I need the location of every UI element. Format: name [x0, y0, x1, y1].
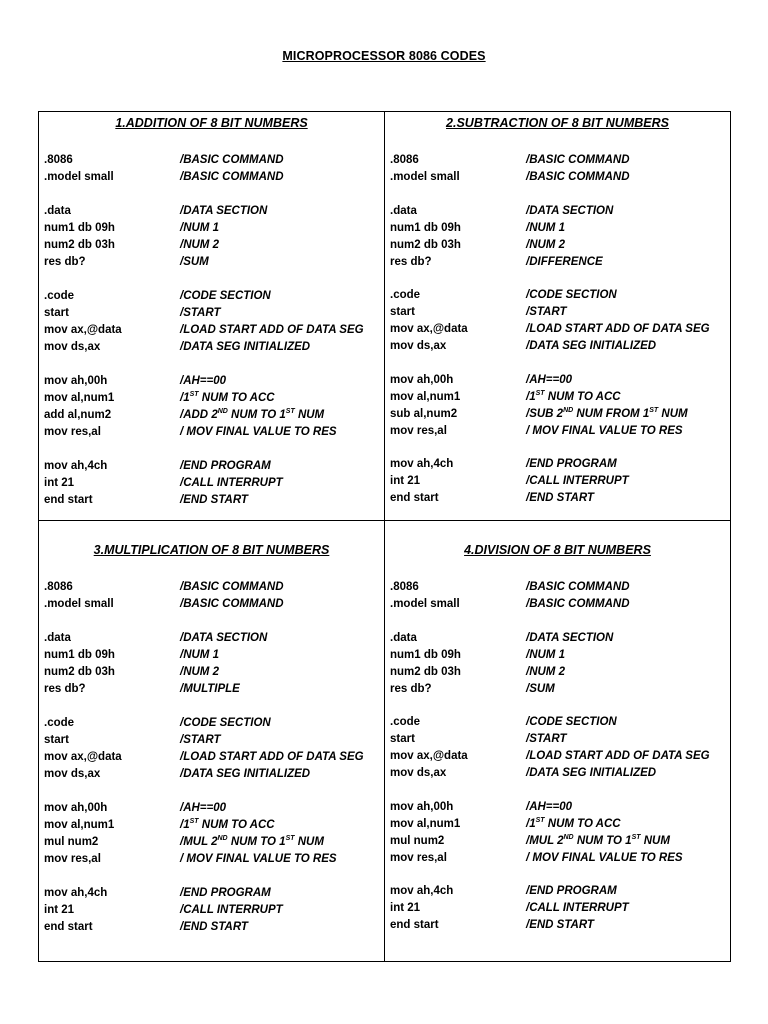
- code-line: [385, 748, 730, 765]
- code-line: [39, 681, 384, 698]
- instruction-text: mov res,al: [390, 852, 447, 864]
- comment-text: /CODE SECTION: [180, 290, 271, 302]
- instruction-text: res db?: [390, 256, 432, 268]
- instruction-text: int 21: [44, 477, 75, 489]
- instruction-text: start: [390, 733, 415, 745]
- instruction-text: .data: [44, 205, 71, 217]
- code-line: [385, 799, 730, 816]
- comment-text: / MOV FINAL VALUE TO RES: [180, 426, 337, 438]
- document-title: MICROPROCESSOR 8086 CODES: [282, 49, 486, 63]
- comment-text: / MOV FINAL VALUE TO RES: [526, 425, 683, 437]
- code-line: [39, 152, 384, 169]
- code-line: [385, 287, 730, 304]
- code-line: [385, 372, 730, 389]
- instruction-text: .code: [390, 289, 421, 301]
- instruction-text: .8086: [44, 581, 73, 593]
- instruction-text: mov ah,00h: [390, 801, 454, 813]
- code-line: [385, 473, 730, 490]
- code-line: [39, 373, 384, 390]
- instruction-text: mov res,al: [44, 426, 101, 438]
- instruction-text: end start: [390, 492, 439, 504]
- code-line: [39, 203, 384, 220]
- comment-text: /END START: [180, 494, 248, 506]
- instruction-text: mov res,al: [390, 425, 447, 437]
- instruction-text: res db?: [44, 683, 86, 695]
- panel-title: 4.DIVISION OF 8 BIT NUMBERS: [464, 543, 651, 557]
- comment-text: /LOAD START ADD OF DATA SEG: [526, 323, 710, 335]
- instruction-text: mov ds,ax: [44, 341, 101, 353]
- comment-text: /DATA SEG INITIALIZED: [180, 341, 311, 353]
- code-line: [39, 424, 384, 441]
- instruction-text: mov ah,00h: [390, 374, 454, 386]
- comment-text: /CODE SECTION: [526, 716, 617, 728]
- code-line: [39, 288, 384, 305]
- comment-text: /NUM 2: [526, 239, 565, 251]
- comment-text: /START: [180, 734, 221, 746]
- comment-text: /NUM 1: [526, 649, 565, 661]
- instruction-text: mov res,al: [44, 853, 101, 865]
- comment-text: /BASIC COMMAND: [526, 581, 630, 593]
- comment-text: /AH==00: [526, 374, 573, 386]
- comment-text: /BASIC COMMAND: [526, 171, 630, 183]
- code-line: [39, 919, 384, 936]
- code-line: [385, 456, 730, 473]
- code-line: [39, 749, 384, 766]
- instruction-text: mov ah,4ch: [390, 885, 454, 897]
- code-line: [39, 305, 384, 322]
- comment-text: /NUM 2: [526, 666, 565, 678]
- instruction-text: mov ah,4ch: [44, 887, 108, 899]
- code-line: [39, 579, 384, 596]
- code-line: [385, 647, 730, 664]
- comment-text: /CALL INTERRUPT: [180, 477, 283, 489]
- code-line: [385, 850, 730, 867]
- code-line: [385, 714, 730, 731]
- panel-title: 2.SUBTRACTION OF 8 BIT NUMBERS: [446, 116, 669, 130]
- code-line: [385, 917, 730, 934]
- instruction-text: int 21: [44, 904, 75, 916]
- instruction-text: .code: [390, 716, 421, 728]
- instruction-text: mov ax,@data: [44, 324, 122, 336]
- code-line: [39, 902, 384, 919]
- instruction-text: res db?: [390, 683, 432, 695]
- code-line: [385, 816, 730, 833]
- code-line: [39, 664, 384, 681]
- comment-text: /DATA SEG INITIALIZED: [180, 768, 311, 780]
- comment-text: /BASIC COMMAND: [180, 598, 284, 610]
- comment-text: /MUL 2ND NUM TO 1ST NUM: [180, 835, 324, 848]
- comment-text: /ADD 2ND NUM TO 1ST NUM: [180, 408, 325, 421]
- code-line: [39, 390, 384, 407]
- code-line: [39, 817, 384, 834]
- code-line: [385, 389, 730, 406]
- instruction-text: num2 db 03h: [390, 239, 461, 251]
- instruction-text: mov ah,00h: [44, 802, 108, 814]
- code-line: [385, 423, 730, 440]
- comment-text: /LOAD START ADD OF DATA SEG: [180, 324, 364, 336]
- code-line: [385, 833, 730, 850]
- code-line: [39, 322, 384, 339]
- instruction-text: add al,num2: [44, 409, 112, 421]
- comment-text: /1ST NUM TO ACC: [180, 818, 275, 831]
- comment-text: /DATA SECTION: [180, 632, 268, 644]
- instruction-text: num1 db 09h: [390, 649, 461, 661]
- instruction-text: mov ah,4ch: [44, 460, 108, 472]
- comment-text: /AH==00: [180, 802, 227, 814]
- code-line: [385, 321, 730, 338]
- comment-text: /DIFFERENCE: [526, 256, 603, 268]
- comment-text: / MOV FINAL VALUE TO RES: [180, 853, 337, 865]
- comment-text: /SUM: [180, 256, 209, 268]
- comment-text: /DATA SECTION: [526, 205, 614, 217]
- code-line: [385, 220, 730, 237]
- comment-text: /NUM 1: [180, 649, 219, 661]
- comment-text: /AH==00: [526, 801, 573, 813]
- instruction-text: end start: [44, 921, 93, 933]
- instruction-text: .code: [44, 290, 75, 302]
- comment-text: /NUM 1: [180, 222, 219, 234]
- code-line: [39, 492, 384, 509]
- instruction-text: mov ax,@data: [390, 323, 468, 335]
- instruction-text: mov al,num1: [44, 819, 115, 831]
- instruction-text: int 21: [390, 902, 421, 914]
- panel-title: 3.MULTIPLICATION OF 8 BIT NUMBERS: [93, 543, 330, 557]
- code-line: [385, 203, 730, 220]
- instruction-text: num2 db 03h: [44, 666, 115, 678]
- instruction-text: end start: [44, 494, 93, 506]
- comment-text: /SUB 2ND NUM FROM 1ST NUM: [526, 407, 688, 420]
- code-line: [39, 254, 384, 271]
- code-line: [385, 900, 730, 917]
- row-divider: [39, 520, 730, 521]
- code-line: [385, 596, 730, 613]
- comment-text: /CODE SECTION: [180, 717, 271, 729]
- code-line: [385, 883, 730, 900]
- comment-text: /1ST NUM TO ACC: [526, 817, 621, 830]
- instruction-text: num2 db 03h: [390, 666, 461, 678]
- instruction-text: .data: [44, 632, 71, 644]
- code-line: [385, 406, 730, 423]
- comment-text: /END START: [180, 921, 248, 933]
- instruction-text: .model small: [44, 598, 114, 610]
- comment-text: /END PROGRAM: [180, 460, 271, 472]
- comment-text: /MUL 2ND NUM TO 1ST NUM: [526, 834, 670, 847]
- comment-text: /1ST NUM TO ACC: [180, 391, 275, 404]
- instruction-text: num1 db 09h: [44, 649, 115, 661]
- comment-text: /1ST NUM TO ACC: [526, 390, 621, 403]
- code-line: [39, 169, 384, 186]
- comment-text: /START: [526, 733, 567, 745]
- instruction-text: .code: [44, 717, 75, 729]
- instruction-text: mov al,num1: [44, 392, 115, 404]
- comment-text: /CALL INTERRUPT: [526, 475, 629, 487]
- comment-text: /BASIC COMMAND: [180, 154, 284, 166]
- comment-text: /CALL INTERRUPT: [180, 904, 283, 916]
- code-line: [39, 647, 384, 664]
- comment-text: /DATA SEG INITIALIZED: [526, 340, 657, 352]
- instruction-text: .model small: [390, 598, 460, 610]
- instruction-text: .model small: [44, 171, 114, 183]
- code-line: [385, 338, 730, 355]
- code-line: [385, 254, 730, 271]
- instruction-text: sub al,num2: [390, 408, 458, 420]
- comment-text: /DATA SECTION: [526, 632, 614, 644]
- comment-text: /BASIC COMMAND: [526, 598, 630, 610]
- code-line: [385, 681, 730, 698]
- comment-text: /BASIC COMMAND: [526, 154, 630, 166]
- instruction-text: mov ah,00h: [44, 375, 108, 387]
- comment-text: /BASIC COMMAND: [180, 581, 284, 593]
- instruction-text: mov ds,ax: [390, 340, 447, 352]
- comment-text: / MOV FINAL VALUE TO RES: [526, 852, 683, 864]
- instruction-text: .model small: [390, 171, 460, 183]
- instruction-text: num1 db 09h: [390, 222, 461, 234]
- comment-text: /NUM 2: [180, 666, 219, 678]
- instruction-text: .data: [390, 632, 417, 644]
- instruction-text: start: [390, 306, 415, 318]
- comment-text: /DATA SECTION: [180, 205, 268, 217]
- comment-text: /END PROGRAM: [526, 885, 617, 897]
- comment-text: /END START: [526, 919, 594, 931]
- instruction-text: num2 db 03h: [44, 239, 115, 251]
- code-line: [385, 765, 730, 782]
- code-line: [385, 152, 730, 169]
- instruction-text: .8086: [390, 154, 419, 166]
- comment-text: /CODE SECTION: [526, 289, 617, 301]
- instruction-text: mov ax,@data: [390, 750, 468, 762]
- instruction-text: res db?: [44, 256, 86, 268]
- code-line: [39, 596, 384, 613]
- comment-text: /END PROGRAM: [180, 887, 271, 899]
- instruction-text: start: [44, 734, 69, 746]
- instruction-text: mov ah,4ch: [390, 458, 454, 470]
- code-line: [39, 237, 384, 254]
- comment-text: /DATA SEG INITIALIZED: [526, 767, 657, 779]
- instruction-text: mul num2: [390, 835, 445, 847]
- code-line: [39, 630, 384, 647]
- code-line: [39, 407, 384, 424]
- code-line: [385, 237, 730, 254]
- instruction-text: .data: [390, 205, 417, 217]
- comment-text: /LOAD START ADD OF DATA SEG: [526, 750, 710, 762]
- comment-text: /END START: [526, 492, 594, 504]
- instruction-text: .8086: [44, 154, 73, 166]
- code-line: [385, 731, 730, 748]
- comment-text: /BASIC COMMAND: [180, 171, 284, 183]
- instruction-text: mov ax,@data: [44, 751, 122, 763]
- code-line: [39, 339, 384, 356]
- code-line: [39, 834, 384, 851]
- code-line: [39, 458, 384, 475]
- comment-text: /CALL INTERRUPT: [526, 902, 629, 914]
- code-line: [385, 490, 730, 507]
- comment-text: /END PROGRAM: [526, 458, 617, 470]
- comment-text: /NUM 1: [526, 222, 565, 234]
- comment-text: /SUM: [526, 683, 555, 695]
- code-line: [39, 732, 384, 749]
- code-line: [39, 475, 384, 492]
- code-line: [385, 664, 730, 681]
- code-line: [39, 766, 384, 783]
- instruction-text: mul num2: [44, 836, 99, 848]
- instruction-text: num1 db 09h: [44, 222, 115, 234]
- instruction-text: end start: [390, 919, 439, 931]
- code-line: [39, 851, 384, 868]
- instruction-text: int 21: [390, 475, 421, 487]
- code-line: [39, 220, 384, 237]
- code-line: [385, 169, 730, 186]
- comment-text: /NUM 2: [180, 239, 219, 251]
- comment-text: /AH==00: [180, 375, 227, 387]
- panel-title: 1.ADDITION OF 8 BIT NUMBERS: [115, 116, 308, 130]
- code-line: [39, 800, 384, 817]
- instruction-text: start: [44, 307, 69, 319]
- instruction-text: mov al,num1: [390, 391, 461, 403]
- code-line: [39, 885, 384, 902]
- comment-text: /MULTIPLE: [180, 683, 240, 695]
- comment-text: /START: [526, 306, 567, 318]
- code-line: [385, 630, 730, 647]
- instruction-text: mov ds,ax: [44, 768, 101, 780]
- comment-text: /LOAD START ADD OF DATA SEG: [180, 751, 364, 763]
- comment-text: /START: [180, 307, 221, 319]
- code-line: [385, 304, 730, 321]
- code-line: [385, 579, 730, 596]
- code-table: [38, 111, 731, 962]
- instruction-text: .8086: [390, 581, 419, 593]
- instruction-text: mov ds,ax: [390, 767, 447, 779]
- code-line: [39, 715, 384, 732]
- instruction-text: mov al,num1: [390, 818, 461, 830]
